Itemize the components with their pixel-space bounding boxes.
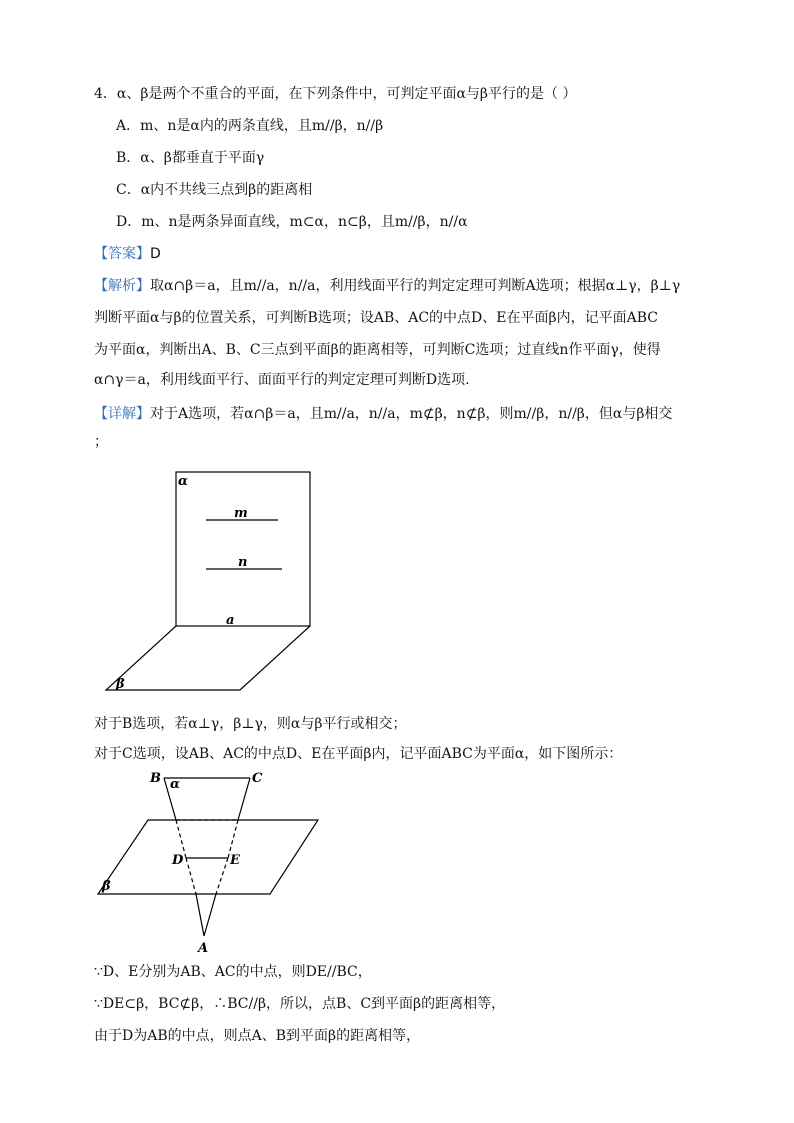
option-c: C．α内不共线三点到β的距离相 — [116, 182, 313, 198]
analysis-line-3: 为平面α，判断出A、B、C三点到平面β的距离相等，可判断C选项；过直线n作平面γ，使得 — [94, 342, 661, 358]
question-stem: 4．α、β是两个不重合的平面，在下列条件中，可判定平面α与β平行的是（ ） — [94, 86, 577, 102]
label-m: m — [234, 506, 248, 521]
option-b: B．α、β都垂直于平面γ — [116, 150, 265, 166]
label-a: a — [226, 613, 235, 628]
detail-line-1 — [94, 404, 672, 424]
segment-d-edge — [186, 858, 196, 894]
analysis-line-4: α∩γ＝a，利用线面平行、面面平行的判定定理可判断D选项. — [94, 372, 470, 388]
proof-line-2: ∵DE⊂β，BC⊄β，∴BC//β，所以，点B、C到平面β的距离相等， — [94, 996, 506, 1012]
option-b-analysis: 对于B选项，若α⊥γ，β⊥γ，则α与β平行或相交； — [94, 716, 407, 732]
label-n: n — [238, 555, 248, 570]
answer-text: D — [150, 246, 161, 262]
option-c-analysis: 对于C选项，设AB、AC的中点D、E在平面β内，记平面ABC为平面α，如下图所示： — [94, 746, 623, 762]
analysis-line-1 — [94, 276, 680, 296]
label-e: E — [230, 853, 240, 868]
segment-ad — [196, 894, 204, 936]
detail-text-1: 对于A选项，若α∩β＝a，且m//a，n//a，m⊄β，n⊄β，则m//β，n//β，但α与β相交 — [150, 406, 673, 422]
detail-line-1-cont: ； — [94, 434, 108, 450]
segment-ae — [204, 894, 216, 936]
plane-beta-2 — [98, 820, 318, 894]
plane-beta — [106, 626, 310, 690]
label-alpha-2: α — [170, 777, 181, 792]
detail-tag: 【详解】 — [94, 406, 150, 422]
label-d: D — [172, 853, 184, 868]
label-alpha: α — [178, 474, 189, 489]
option-d: D．m、n是两条异面直线，m⊂α，n⊂β，且m//β，n//α — [116, 214, 468, 230]
option-a: A．m、n是α内的两条直线，且m//β，n//β — [116, 118, 384, 134]
label-beta: β — [116, 677, 125, 692]
answer-line — [94, 244, 161, 264]
figure-planes-intersecting — [100, 466, 320, 696]
segment-c-plane — [238, 778, 250, 820]
label-b: B — [150, 771, 161, 786]
analysis-tag: 【解析】 — [94, 278, 150, 294]
analysis-line-2: 判断平面α与β的位置关系，可判断B选项；设AB、AC的中点D、E在平面β内，记平面ABC — [94, 310, 658, 326]
label-beta-2: β — [102, 879, 111, 894]
segment-e-edge — [216, 858, 228, 894]
figure-triangle-plane — [90, 766, 330, 960]
analysis-text-1: 取α∩β＝a，且m//a，n//a，利用线面平行的判定定理可判断A选项；根据α⊥γ，β⊥γ — [150, 278, 681, 294]
proof-line-3: 由于D为AB的中点，则点A、B到平面β的距离相等， — [94, 1028, 421, 1044]
label-a-vertex: A — [198, 941, 209, 956]
plane-alpha — [176, 472, 310, 626]
answer-tag: 【答案】 — [94, 246, 150, 262]
label-c: C — [252, 771, 263, 786]
proof-line-1: ∵D、E分别为AB、AC的中点，则DE//BC， — [94, 964, 372, 980]
